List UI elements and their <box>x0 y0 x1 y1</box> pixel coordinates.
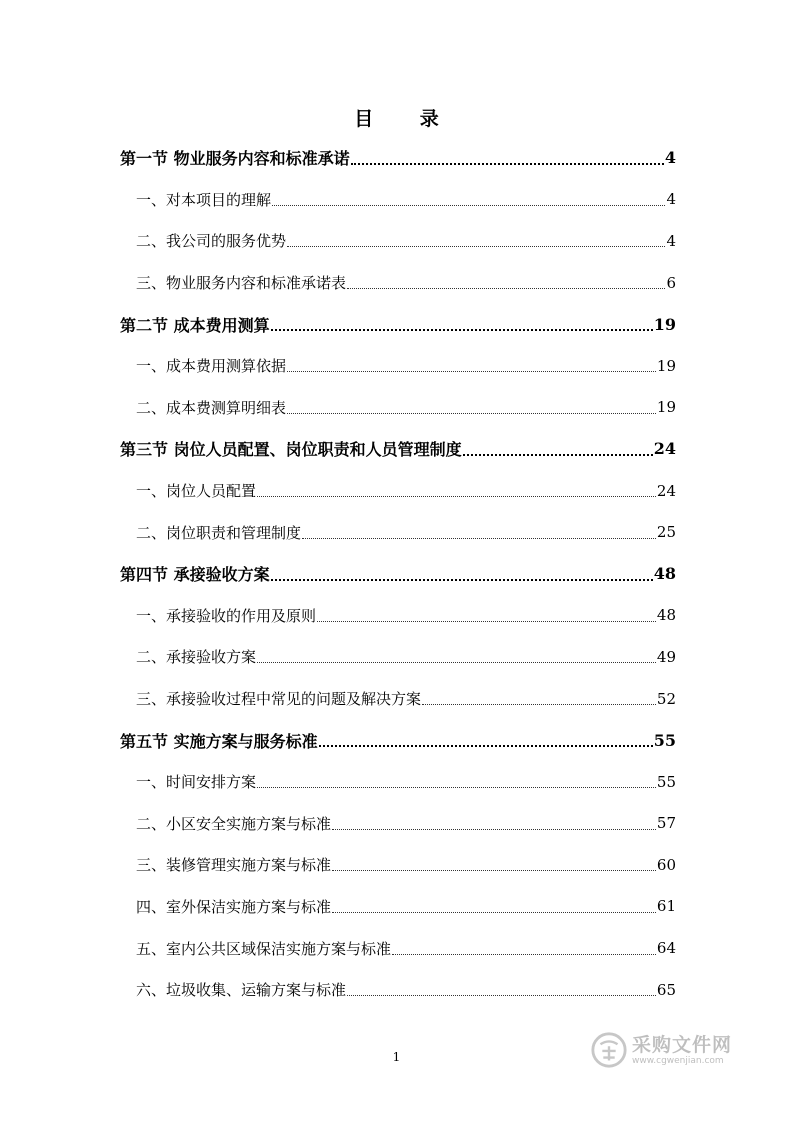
toc-subsection-entry[interactable] <box>120 345 676 387</box>
toc-subsection-entry[interactable] <box>120 678 676 720</box>
toc-entry-page-number: 19 <box>656 356 676 375</box>
toc-dot-leader <box>287 246 665 247</box>
toc-entry-page-number: 65 <box>656 980 676 999</box>
toc-dot-leader <box>257 496 656 497</box>
toc-dot-leader <box>287 413 656 414</box>
toc-entry-page-number: 57 <box>656 814 676 833</box>
toc-dot-leader <box>271 329 653 331</box>
toc-subsection-entry[interactable] <box>120 387 676 429</box>
toc-dot-leader <box>319 745 653 747</box>
toc-section-entry[interactable] <box>120 719 676 761</box>
toc-entry-label: 四、室外保洁实施方案与标准 <box>136 897 332 916</box>
toc-entry-page-number: 55 <box>653 730 676 750</box>
toc-title: 目 录 <box>354 108 459 130</box>
toc-subsection-entry[interactable] <box>120 969 676 1011</box>
toc-subsection-entry[interactable] <box>120 220 676 262</box>
toc-subsection-entry[interactable] <box>120 844 676 886</box>
toc-subsection-entry[interactable] <box>120 761 676 803</box>
toc-dot-leader <box>257 787 656 788</box>
toc-dot-leader <box>351 163 664 165</box>
toc-subsection-entry[interactable] <box>120 179 676 221</box>
toc-entry-page-number: 60 <box>656 855 676 874</box>
toc-entry-label: 一、岗位人员配置 <box>136 482 257 501</box>
toc-dot-leader <box>272 205 665 206</box>
toc-subsection-entry[interactable] <box>120 470 676 512</box>
toc-section-entry[interactable] <box>120 303 676 345</box>
toc-entry-label: 一、承接验收的作用及原则 <box>136 606 317 625</box>
toc-subsection-entry[interactable] <box>120 927 676 969</box>
toc-dot-leader <box>463 454 653 456</box>
toc-entry-page-number: 4 <box>666 231 676 250</box>
toc-dot-leader <box>317 621 656 622</box>
toc-subsection-entry[interactable] <box>120 511 676 553</box>
toc-entry-page-number: 19 <box>656 398 676 417</box>
toc-entry-label: 一、时间安排方案 <box>136 773 257 792</box>
toc-entry-page-number: 64 <box>656 939 676 958</box>
toc-entry-page-number: 48 <box>653 564 676 584</box>
toc-entry-label: 第三节 岗位人员配置、岗位职责和人员管理制度 <box>120 440 462 460</box>
toc-entry-page-number: 4 <box>666 190 676 209</box>
toc-entry-label: 二、承接验收方案 <box>136 648 257 667</box>
toc-entry-label: 第二节 成本费用测算 <box>120 315 270 335</box>
page-number: 1 <box>392 1050 401 1064</box>
toc-entry-label: 二、岗位职责和管理制度 <box>136 523 302 542</box>
toc-dot-leader <box>302 538 656 539</box>
toc-entry-label: 二、成本费测算明细表 <box>136 398 287 417</box>
watermark-name: 采购文件网 <box>632 1033 733 1056</box>
toc-dot-leader <box>287 371 656 372</box>
toc-section-entry[interactable] <box>120 553 676 595</box>
toc-subsection-entry[interactable] <box>120 636 676 678</box>
toc-entry-page-number: 61 <box>656 897 676 916</box>
toc-entry-label: 第一节 物业服务内容和标准承诺 <box>120 149 350 169</box>
toc-entry-label: 第四节 承接验收方案 <box>120 565 270 585</box>
toc-entry-label: 二、小区安全实施方案与标准 <box>136 814 332 833</box>
toc-entry-page-number: 48 <box>656 606 676 625</box>
toc-dot-leader <box>347 288 665 289</box>
toc-entry-page-number: 55 <box>656 772 676 791</box>
toc-entry-label: 三、装修管理实施方案与标准 <box>136 856 332 875</box>
toc-dot-leader <box>257 662 656 663</box>
toc-dot-leader <box>347 995 656 996</box>
toc-dot-leader <box>422 704 656 705</box>
toc-entry-label: 三、承接验收过程中常见的问题及解决方案 <box>136 690 422 709</box>
toc-entry-page-number: 6 <box>666 273 676 292</box>
toc-subsection-entry[interactable] <box>120 595 676 637</box>
toc-entry-label: 一、成本费用测算依据 <box>136 357 287 376</box>
toc-dot-leader <box>332 870 656 871</box>
toc-entry-page-number: 52 <box>656 689 676 708</box>
watermark <box>590 1026 750 1074</box>
toc-entry-page-number: 24 <box>653 439 676 459</box>
toc-entry-label: 一、对本项目的理解 <box>136 190 272 209</box>
toc-entry-page-number: 19 <box>653 314 676 334</box>
toc-entry-page-number: 4 <box>664 148 676 168</box>
toc-subsection-entry[interactable] <box>120 803 676 845</box>
toc-entry-label: 第五节 实施方案与服务标准 <box>120 731 318 751</box>
toc-entry-page-number: 25 <box>656 523 676 542</box>
toc-subsection-entry[interactable] <box>120 262 676 304</box>
toc-entry-label: 三、物业服务内容和标准承诺表 <box>136 274 347 293</box>
toc-entry-label: 五、室内公共区域保洁实施方案与标准 <box>136 939 392 958</box>
toc-entry-page-number: 49 <box>656 647 676 666</box>
toc-entry-page-number: 24 <box>656 481 676 500</box>
table-of-contents <box>120 137 676 1010</box>
watermark-url: www.cgwenjian.com <box>632 1055 724 1066</box>
toc-dot-leader <box>271 579 653 581</box>
cgwenjian-logo-icon <box>590 1031 628 1069</box>
toc-entry-label: 二、我公司的服务优势 <box>136 232 287 251</box>
watermark-text <box>632 1034 732 1067</box>
toc-section-entry[interactable] <box>120 137 676 179</box>
toc-subsection-entry[interactable] <box>120 886 676 928</box>
toc-dot-leader <box>392 954 656 955</box>
toc-dot-leader <box>332 829 656 830</box>
toc-dot-leader <box>332 912 656 913</box>
toc-section-entry[interactable] <box>120 428 676 470</box>
toc-entry-label: 六、垃圾收集、运输方案与标准 <box>136 981 347 1000</box>
